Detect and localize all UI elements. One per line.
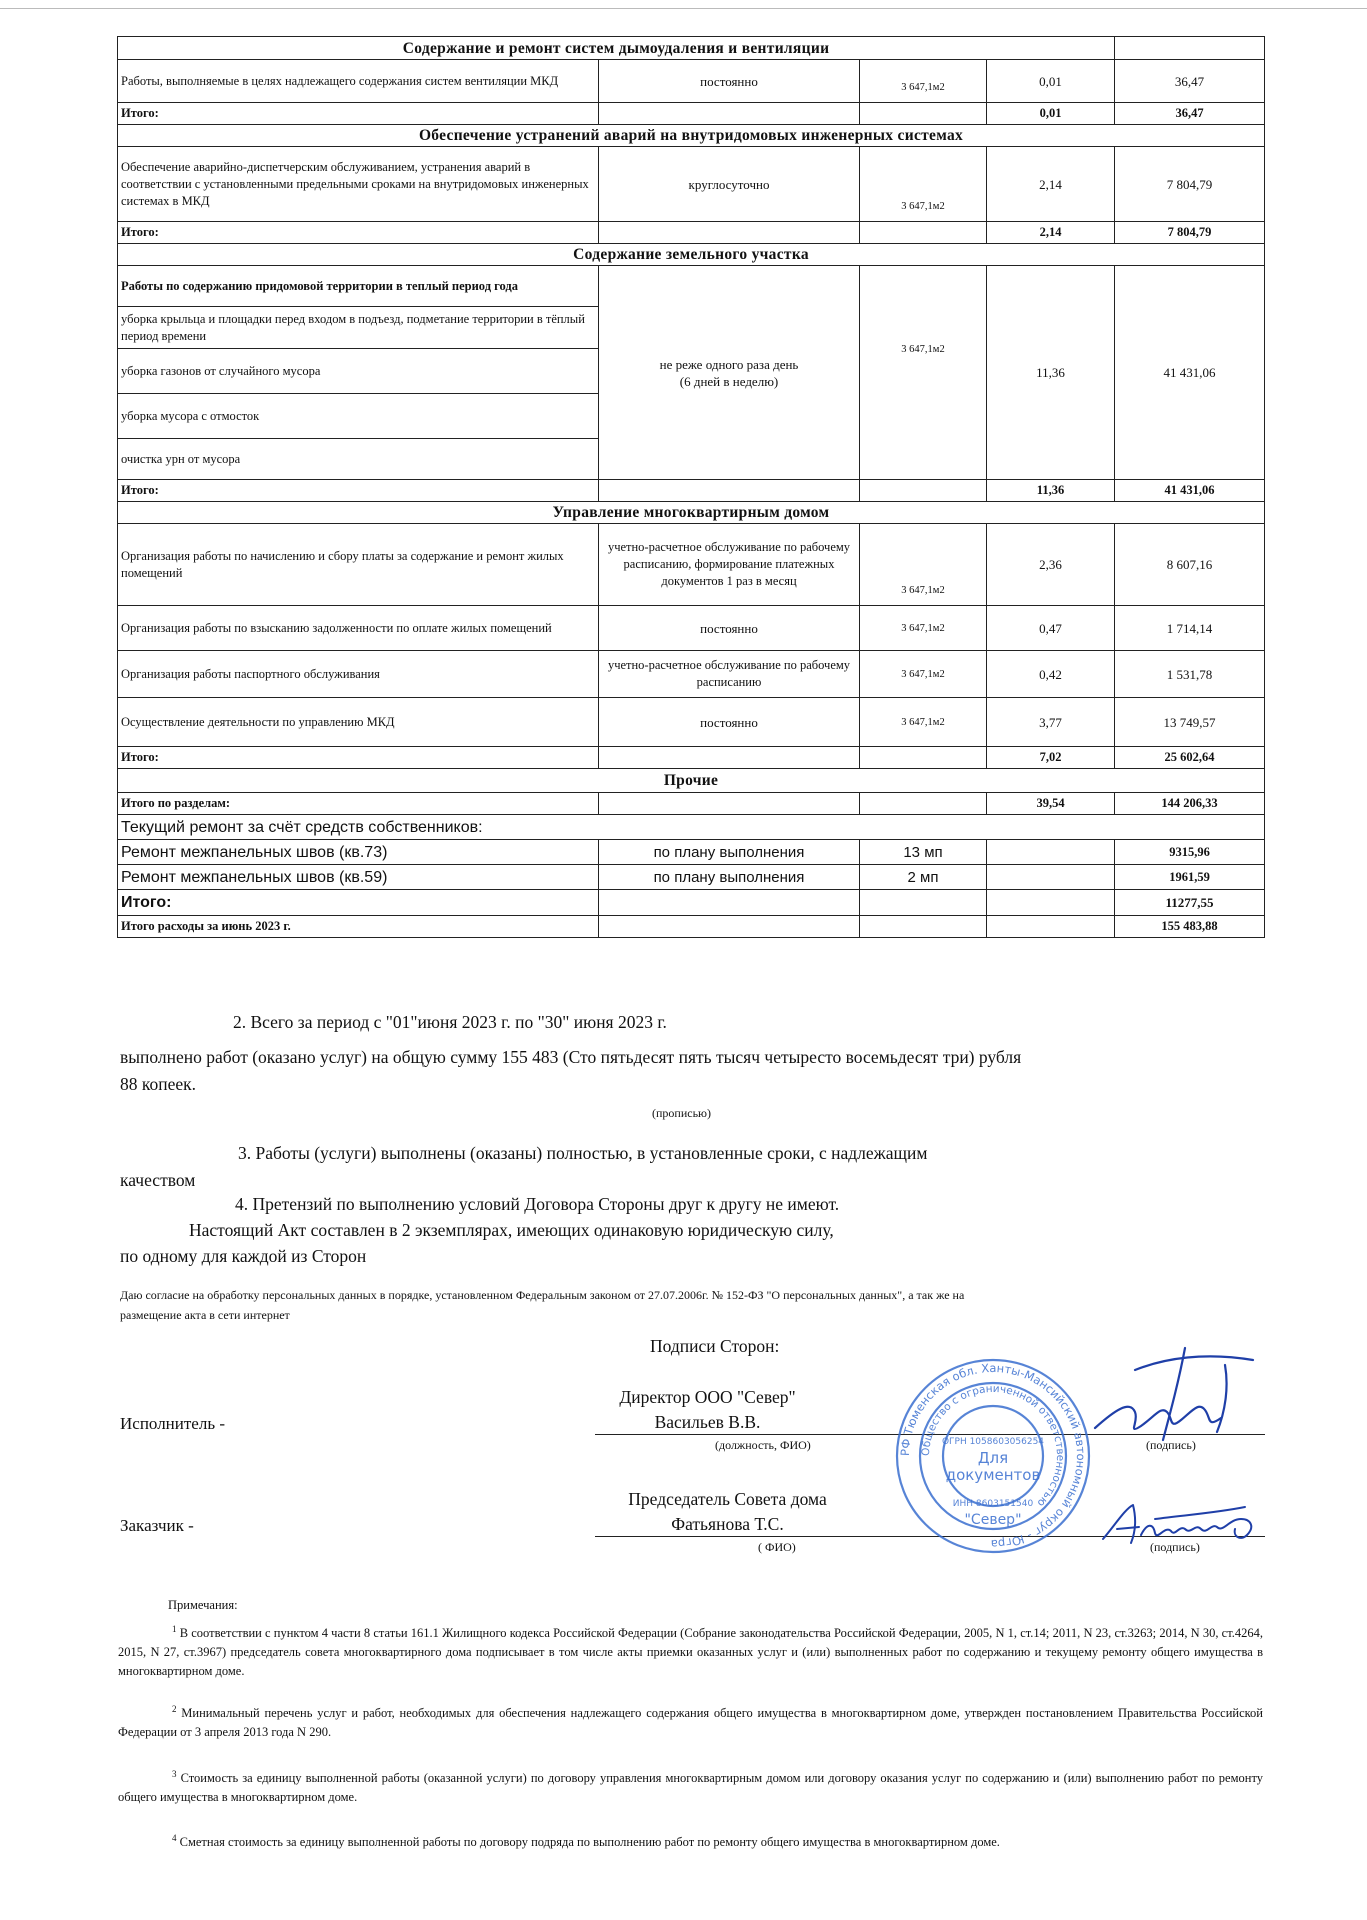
work-name: Работы, выполняемые в целях надлежащего содержания систем вентиляции МКД xyxy=(118,60,599,103)
stamp-center-line2: документов xyxy=(945,1466,1041,1484)
paragraph-5-line2: по одному для каждой из Сторон xyxy=(120,1246,367,1266)
work-unit: 3 647,1м2 xyxy=(860,60,987,103)
repair-unit: 2 мп xyxy=(860,865,987,890)
repair-name: Ремонт межпанельных швов (кв.59) xyxy=(118,865,599,890)
section-total-row xyxy=(118,747,1265,769)
note-3 xyxy=(118,1765,1263,1807)
work-rate: 2,14 xyxy=(987,147,1115,222)
company-stamp xyxy=(893,1356,1093,1556)
sections-total-sum: 144 206,33 xyxy=(1115,793,1265,815)
customer-sign-caption: (подпись) xyxy=(1150,1540,1200,1554)
work-rate: 0,42 xyxy=(987,651,1115,698)
work-sum: 7 804,79 xyxy=(1115,147,1265,222)
stamp-inn: ИНН 8603151540 xyxy=(952,1499,1034,1509)
stamp-name: "Север" xyxy=(964,1512,1022,1528)
customer-label: Заказчик - xyxy=(120,1516,194,1535)
table-row xyxy=(118,840,1265,865)
land-sum: 41 431,06 xyxy=(1115,266,1265,480)
work-unit: 3 647,1м2 xyxy=(860,651,987,698)
work-sum: 13 749,57 xyxy=(1115,698,1265,747)
work-unit: 3 647,1м2 xyxy=(860,147,987,222)
executor-label: Исполнитель - xyxy=(120,1414,225,1433)
section-title: Содержание и ремонт систем дымоудаления и вентиляции xyxy=(118,37,1115,60)
repair-total-row xyxy=(118,890,1265,916)
executor-signature-mark xyxy=(1075,1340,1270,1455)
repair-header-row xyxy=(118,815,1265,840)
land-item: уборка крыльца и площадки перед входом в подъезд, подметание территории в тёплый период времени xyxy=(118,307,599,349)
section-total-row xyxy=(118,103,1265,125)
consent-line1: Даю согласие на обработку персональных данных в порядке, установленном Федеральным законом от 27.07.2006г. № 152-ФЗ "О персональных данных", а так же на xyxy=(120,1288,965,1302)
sections-total-row xyxy=(118,793,1265,815)
work-name: Обеспечение аварийно-диспетчерским обслуживанием, устранения аварий в соответствии с установленными предельными сроками на внутридомовых инженерных системах в МКД xyxy=(118,147,599,222)
note-1-mark: 1 xyxy=(172,1624,177,1634)
land-rate: 11,36 xyxy=(987,266,1115,480)
stamp-center-line1: Для xyxy=(977,1449,1009,1467)
land-item: уборка мусора с отмосток xyxy=(118,394,599,439)
table-row xyxy=(118,606,1265,651)
section-title: Управление многоквартирным домом xyxy=(118,502,1265,524)
work-rate: 3,77 xyxy=(987,698,1115,747)
table-row xyxy=(118,60,1265,103)
land-item: очистка урн от мусора xyxy=(118,439,599,480)
total-label: Итого: xyxy=(118,480,599,502)
total-sum: 25 602,64 xyxy=(1115,747,1265,769)
table-row xyxy=(118,865,1265,890)
land-unit: 3 647,1м2 xyxy=(860,266,987,480)
section-total-row xyxy=(118,222,1265,244)
land-period-line1: не реже одного раза день xyxy=(659,356,799,372)
work-period: учетно-расчетное обслуживание по рабочему расписанию, формирование платежных документов 1 раз в месяц xyxy=(599,524,860,606)
sections-total-rate: 39,54 xyxy=(987,793,1115,815)
work-sum: 1 714,14 xyxy=(1115,606,1265,651)
executor-sign-caption: (подпись) xyxy=(1146,1438,1196,1452)
section-header-management xyxy=(118,502,1265,524)
grand-total-label: Итого расходы за июнь 2023 г. xyxy=(118,916,599,938)
customer-signature-mark xyxy=(1095,1495,1265,1555)
total-sum: 36,47 xyxy=(1115,103,1265,125)
repair-name: Ремонт межпанельных швов (кв.73) xyxy=(118,840,599,865)
consent-line2: размещение акта в сети интернет xyxy=(120,1308,290,1322)
paragraph-4: 4. Претензий по выполнению условий Договора Стороны друг к другу не имеют. xyxy=(235,1194,840,1214)
customer-position: Председатель Совета дома xyxy=(628,1489,827,1509)
total-label: Итого: xyxy=(118,747,599,769)
work-unit: 3 647,1м2 xyxy=(860,698,987,747)
section-header-other xyxy=(118,769,1265,793)
note-3-text: Стоимость за единицу выполненной работы (оказанной услуги) по договору управления многоквартирным домом или договору оказания услуг по содержанию и (или) выполнению работ по ремонту общего имущества в многоквартирном доме. xyxy=(118,1771,1263,1805)
section-header-ventilation xyxy=(118,37,1265,60)
grand-total-sum: 155 483,88 xyxy=(1115,916,1265,938)
stamp-inner-text: Общество с ограниченной ответственностью xyxy=(919,1382,1067,1509)
work-sum: 1 531,78 xyxy=(1115,651,1265,698)
executor-caption: (должность, ФИО) xyxy=(715,1438,811,1452)
repair-title: Текущий ремонт за счёт средств собственников: xyxy=(118,815,1265,840)
note-2-text: Минимальный перечень услуг и работ, необходимых для обеспечения надлежащего содержания общего имущества в многоквартирном доме, утвержден постановлением Правительства Российской Федерации от 3 апреля 2013 года N 290. xyxy=(118,1706,1263,1740)
repair-unit: 13 мп xyxy=(860,840,987,865)
total-rate: 11,36 xyxy=(987,480,1115,502)
note-2 xyxy=(118,1700,1263,1742)
page-top-rule xyxy=(0,8,1367,9)
stamp-ogrn: ОГРН 1058603056254 xyxy=(941,1437,1045,1447)
work-name: Организация работы по начислению и сбору платы за содержание и ремонт жилых помещений xyxy=(118,524,599,606)
total-sum: 7 804,79 xyxy=(1115,222,1265,244)
repair-period: по плану выполнения xyxy=(599,840,860,865)
work-name: Организация работы паспортного обслуживания xyxy=(118,651,599,698)
section-header-land xyxy=(118,244,1265,266)
land-period-line2: (6 дней в неделю) xyxy=(679,373,779,389)
section-title: Содержание земельного участка xyxy=(118,244,1265,266)
repair-total-label: Итого: xyxy=(118,890,599,916)
section-title: Обеспечение устранений аварий на внутридомовых инженерных системах xyxy=(118,125,1265,147)
repair-period: по плану выполнения xyxy=(599,865,860,890)
grand-total-row xyxy=(118,916,1265,938)
executor-name: Васильев В.В. xyxy=(654,1412,761,1432)
repair-sum: 1961,59 xyxy=(1115,865,1265,890)
services-table xyxy=(117,36,1265,938)
paragraph-3-line2: качеством xyxy=(120,1170,196,1190)
note-1-text: В соответствии с пунктом 4 части 8 статьи 161.1 Жилищного кодекса Российской Федерации (Собрание законодательства Российской Федерации, 2005, N 1, ст.14; 2011, N 23, ст.3263; 2014, N 30, ст.4264, 2015, N 27, ст.3967) председатель совета многоквартирного дома подписывает в том числе акты приемки оказанных услуг и (или) выполненных работ по содержанию и текущему ремонту общего имущества в многоквартирном доме. xyxy=(118,1626,1264,1679)
work-rate: 0,47 xyxy=(987,606,1115,651)
customer-name: Фатьянова Т.С. xyxy=(671,1514,784,1534)
executor-position: Директор ООО "Север" xyxy=(619,1387,796,1407)
note-4-text: Сметная стоимость за единицу выполненной работы по договору подряда по выполнению работ по ремонту общего имущества в многоквартирном доме. xyxy=(179,1835,1000,1850)
table-row xyxy=(118,651,1265,698)
paragraph-2-line1: 2. Всего за период с "01"июня 2023 г. по "30" июня 2023 г. xyxy=(233,1012,667,1032)
note-4-mark: 4 xyxy=(172,1833,177,1843)
total-label: Итого: xyxy=(118,222,599,244)
paragraph-3-line1: 3. Работы (услуги) выполнены (оказаны) полностью, в установленные сроки, с надлежащим xyxy=(238,1143,928,1163)
paragraph-2-line2: выполнено работ (оказано услуг) на общую сумму 155 483 (Сто пятьдесят пять тысяч четыресто восемьдесят три) рубля xyxy=(120,1047,1022,1067)
total-rate: 2,14 xyxy=(987,222,1115,244)
work-sum: 36,47 xyxy=(1115,60,1265,103)
total-rate: 7,02 xyxy=(987,747,1115,769)
work-name: Осуществление деятельности по управлению МКД xyxy=(118,698,599,747)
sections-total-label: Итого по разделам: xyxy=(118,793,599,815)
customer-caption: ( ФИО) xyxy=(758,1540,796,1554)
land-period xyxy=(599,266,860,480)
notes-heading: Примечания: xyxy=(168,1598,238,1612)
total-label: Итого: xyxy=(118,103,599,125)
stamp-outer-text: РФ Тюменская обл. Ханты-Мансийский автономный округ - Югра xyxy=(897,1360,1089,1552)
propisyu-caption: (прописью) xyxy=(652,1106,712,1120)
total-rate: 0,01 xyxy=(987,103,1115,125)
table-row xyxy=(118,698,1265,747)
repair-total-sum: 11277,55 xyxy=(1115,890,1265,916)
note-1 xyxy=(118,1620,1263,1681)
work-unit: 3 647,1м2 xyxy=(860,606,987,651)
paragraph-5-line1: Настоящий Акт составлен в 2 экземплярах, имеющих одинаковую юридическую силу, xyxy=(189,1220,834,1240)
section-title: Прочие xyxy=(118,769,1265,793)
work-sum: 8 607,16 xyxy=(1115,524,1265,606)
work-unit: 3 647,1м2 xyxy=(860,524,987,606)
section-total-row xyxy=(118,480,1265,502)
work-period: постоянно xyxy=(599,698,860,747)
table-row xyxy=(118,147,1265,222)
work-rate: 2,36 xyxy=(987,524,1115,606)
note-3-mark: 3 xyxy=(172,1769,177,1779)
land-item: уборка газонов от случайного мусора xyxy=(118,349,599,394)
signatures-heading: Подписи Сторон: xyxy=(650,1336,780,1356)
work-name: Организация работы по взысканию задолженности по оплате жилых помещений xyxy=(118,606,599,651)
repair-sum: 9315,96 xyxy=(1115,840,1265,865)
paragraph-2-line3: 88 копеек. xyxy=(120,1074,197,1094)
work-rate: 0,01 xyxy=(987,60,1115,103)
table-row xyxy=(118,524,1265,606)
section-header-emergency xyxy=(118,125,1265,147)
work-period: постоянно xyxy=(599,60,860,103)
land-subheader: Работы по содержанию придомовой территории в теплый период года xyxy=(118,266,599,307)
total-sum: 41 431,06 xyxy=(1115,480,1265,502)
work-period: учетно-расчетное обслуживание по рабочему расписанию xyxy=(599,651,860,698)
note-2-mark: 2 xyxy=(172,1704,177,1714)
note-4 xyxy=(118,1829,1263,1852)
table-row xyxy=(118,266,1265,307)
work-period: круглосуточно xyxy=(599,147,860,222)
work-period: постоянно xyxy=(599,606,860,651)
